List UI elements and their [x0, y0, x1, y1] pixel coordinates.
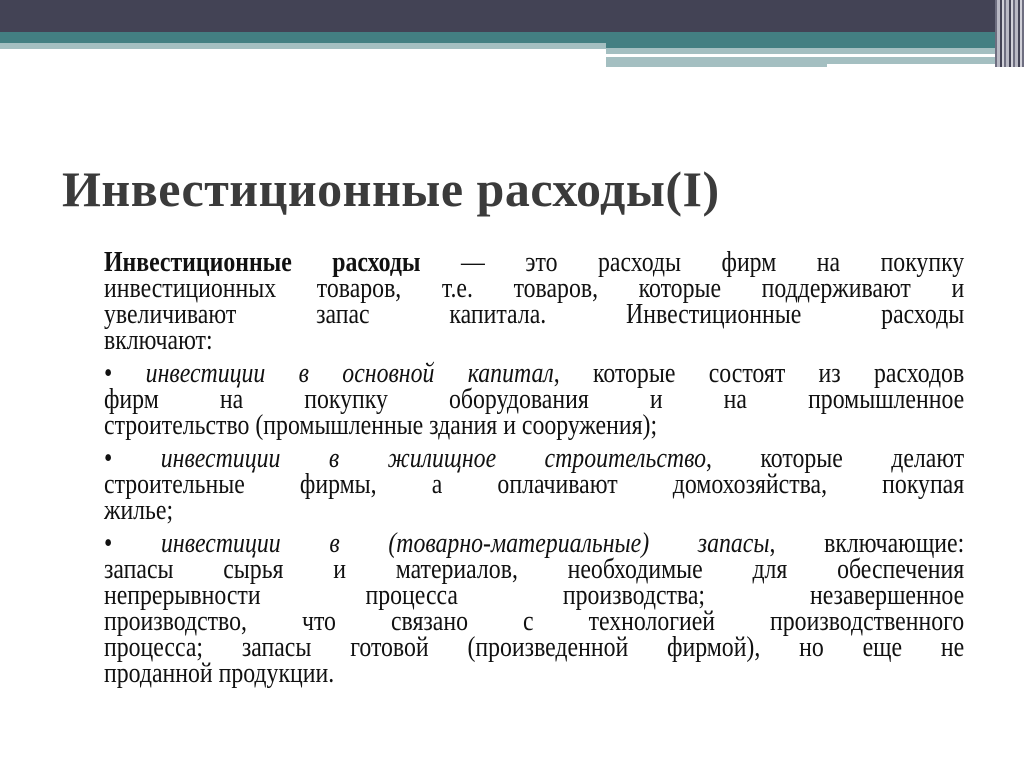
text-segment: , включающие: — [769, 528, 965, 559]
text-segment: строительство (промышленные здания и сооружения); — [104, 410, 658, 441]
text-segment: жилье; — [104, 495, 174, 526]
text-segment: , которые делают — [706, 443, 965, 474]
header-light-band — [0, 43, 606, 49]
header-white-line — [827, 64, 997, 67]
paragraph — [104, 247, 965, 356]
text-segment: — это расходы фирм на покупку — [420, 247, 965, 278]
italic-term: инвестиции в основной капитал — [145, 358, 554, 389]
bold-term: Инвестиционные расходы — [104, 247, 421, 278]
text-segment: проданной продукции. — [104, 658, 335, 689]
header-dark-band — [0, 0, 1024, 32]
text-segment: фирм на покупку оборудования и на промышленное — [104, 384, 965, 415]
text-line — [104, 495, 964, 526]
slide-title: Инвестиционные расходы(I) — [62, 161, 720, 217]
text-segment: инвестиционных товаров, т.е. товаров, которые поддерживают и — [104, 273, 965, 304]
text-segment: включают: — [104, 325, 213, 356]
paragraph — [104, 443, 965, 526]
text-segment: • — [104, 358, 146, 389]
slide-body — [104, 247, 965, 694]
text-segment: • — [104, 443, 161, 474]
text-line — [104, 299, 965, 330]
text-segment: увеличивают запас капитала. Инвестиционные расходы — [104, 299, 965, 330]
paragraph — [104, 358, 965, 441]
text-line — [104, 410, 964, 441]
italic-term: инвестиции в жилищное строительство — [160, 443, 707, 474]
text-segment: процесса; запасы готовой (произведенной фирмой), но еще не — [104, 632, 965, 663]
text-segment: непрерывности процесса производства; незавершенное — [104, 580, 965, 611]
text-line — [104, 469, 965, 500]
text-segment: • — [104, 528, 162, 559]
text-line — [104, 658, 964, 689]
text-line — [104, 325, 964, 356]
italic-term: инвестиции в (товарно-материальные) запасы — [161, 528, 770, 559]
paragraph — [104, 528, 965, 689]
text-segment: , которые состоят из расходов — [553, 358, 965, 389]
text-segment: запасы сырья и материалов, необходимые для обеспечения — [104, 554, 965, 585]
text-segment: строительные фирмы, а оплачивают домохозяйства, покупая — [104, 469, 965, 500]
text-segment: производство, что связано с технологией производственного — [104, 606, 965, 637]
header-stripes — [995, 0, 1024, 67]
